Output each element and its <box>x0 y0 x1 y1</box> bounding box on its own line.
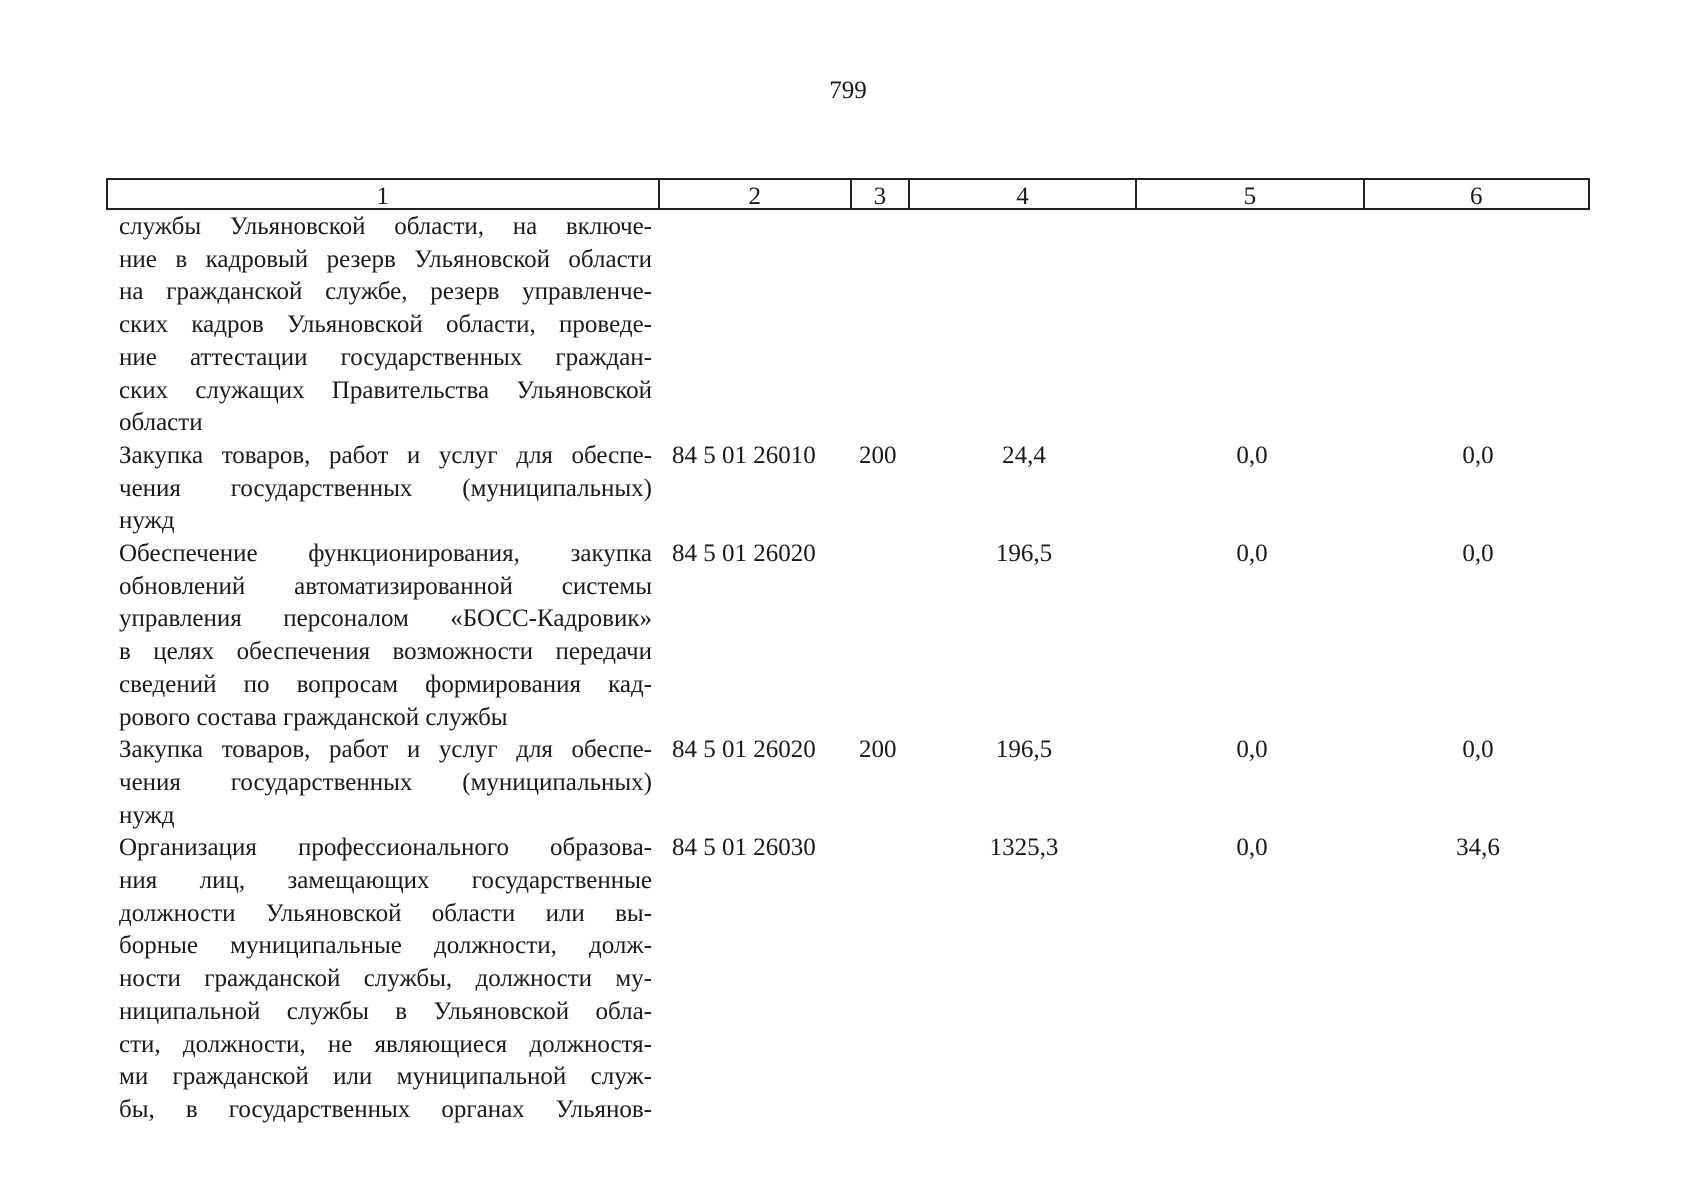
expense-type: 200 <box>859 441 897 469</box>
column-header-5: 5 <box>1137 180 1364 208</box>
description-line: Закупка товаров, работ и услуг для обеспе- <box>119 736 652 764</box>
description-line: нужд <box>119 507 175 535</box>
row-description <box>106 538 659 734</box>
value-col-6: 0,0 <box>1462 540 1494 568</box>
column-header-3: 3 <box>852 180 910 208</box>
description-line: области <box>119 409 203 437</box>
description-line: ских служащих Правительства Ульяновской <box>119 376 652 404</box>
budget-code <box>659 211 852 440</box>
column-header-2: 2 <box>660 180 852 208</box>
description-line: обновлений автоматизированной системы <box>119 572 652 600</box>
value-col-5: 0,0 <box>1236 834 1268 862</box>
description-line: должности Ульяновской области или вы- <box>119 899 652 927</box>
expense-type <box>852 832 910 1126</box>
value-col-4: 196,5 <box>995 540 1053 568</box>
value-col-4: 196,5 <box>995 736 1053 764</box>
row-description <box>106 440 659 538</box>
description-line: сти, должности, не являющиеся должностя- <box>119 1030 652 1058</box>
table-row <box>106 832 1590 1126</box>
value-col-6: 34,6 <box>1456 834 1500 862</box>
expense-type <box>852 538 910 734</box>
value-col-6: 0,0 <box>1462 441 1494 469</box>
value-col-6: 0,0 <box>1462 736 1494 764</box>
description-line: управления персоналом «БОСС-Кадровик» <box>119 605 652 633</box>
column-header-6: 6 <box>1470 183 1483 210</box>
description-line: ние в кадровый резерв Ульяновской области <box>119 245 652 273</box>
value-col-5 <box>1138 211 1366 440</box>
table-row <box>106 538 1590 734</box>
description-line: борные муниципальные должности, долж- <box>119 932 652 960</box>
budget-code: 84 5 01 26020 <box>672 736 816 764</box>
row-description <box>106 211 659 440</box>
description-line: на гражданской службе, резерв управленче- <box>119 278 652 306</box>
table-row <box>106 440 1590 538</box>
description-line: рового состава гражданской службы <box>119 703 508 731</box>
description-line: ми гражданской или муниципальной служ- <box>119 1063 652 1091</box>
value-col-4: 24,4 <box>1002 441 1046 469</box>
description-line: в целях обеспечения возможности передачи <box>119 638 652 666</box>
value-col-6 <box>1366 211 1590 440</box>
value-col-4: 1325,3 <box>989 834 1059 862</box>
column-header-4: 4 <box>910 180 1137 208</box>
description-line: ности гражданской службы, должности му- <box>119 965 652 993</box>
table-header-row <box>106 178 1590 210</box>
description-line: чения государственных (муниципальных) <box>119 474 652 502</box>
description-line: нужд <box>119 801 175 829</box>
expense-type <box>852 211 910 440</box>
page-number: 799 <box>829 77 867 104</box>
expense-type: 200 <box>859 736 897 764</box>
description-line: службы Ульяновской области, на включе- <box>119 213 652 240</box>
table-row <box>106 734 1590 832</box>
table-row <box>106 211 1590 440</box>
description-line: бы, в государственных органах Ульянов- <box>119 1095 652 1123</box>
description-line: ниципальной службы в Ульяновской обла- <box>119 997 652 1025</box>
column-header-1: 1 <box>108 180 660 208</box>
row-description <box>106 734 659 832</box>
budget-code: 84 5 01 26030 <box>672 834 816 862</box>
description-line: Организация профессионального образова- <box>119 834 652 862</box>
table-body <box>106 211 1590 1127</box>
description-line: ских кадров Ульяновской области, проведе- <box>119 311 652 339</box>
description-line: Закупка товаров, работ и услуг для обеспе- <box>119 441 652 469</box>
row-description <box>106 832 659 1126</box>
value-col-5: 0,0 <box>1236 441 1268 469</box>
value-col-4 <box>910 211 1138 440</box>
description-line: ние аттестации государственных граждан- <box>119 343 652 371</box>
description-line: сведений по вопросам формирования кад- <box>119 670 652 698</box>
description-line: ния лиц, замещающих государственные <box>119 867 652 895</box>
description-line: чения государственных (муниципальных) <box>119 768 652 796</box>
description-line: Обеспечение функционирования, закупка <box>119 540 652 568</box>
budget-code: 84 5 01 26010 <box>672 441 816 469</box>
value-col-5: 0,0 <box>1236 540 1268 568</box>
value-col-5: 0,0 <box>1236 736 1268 764</box>
budget-code: 84 5 01 26020 <box>672 540 816 568</box>
